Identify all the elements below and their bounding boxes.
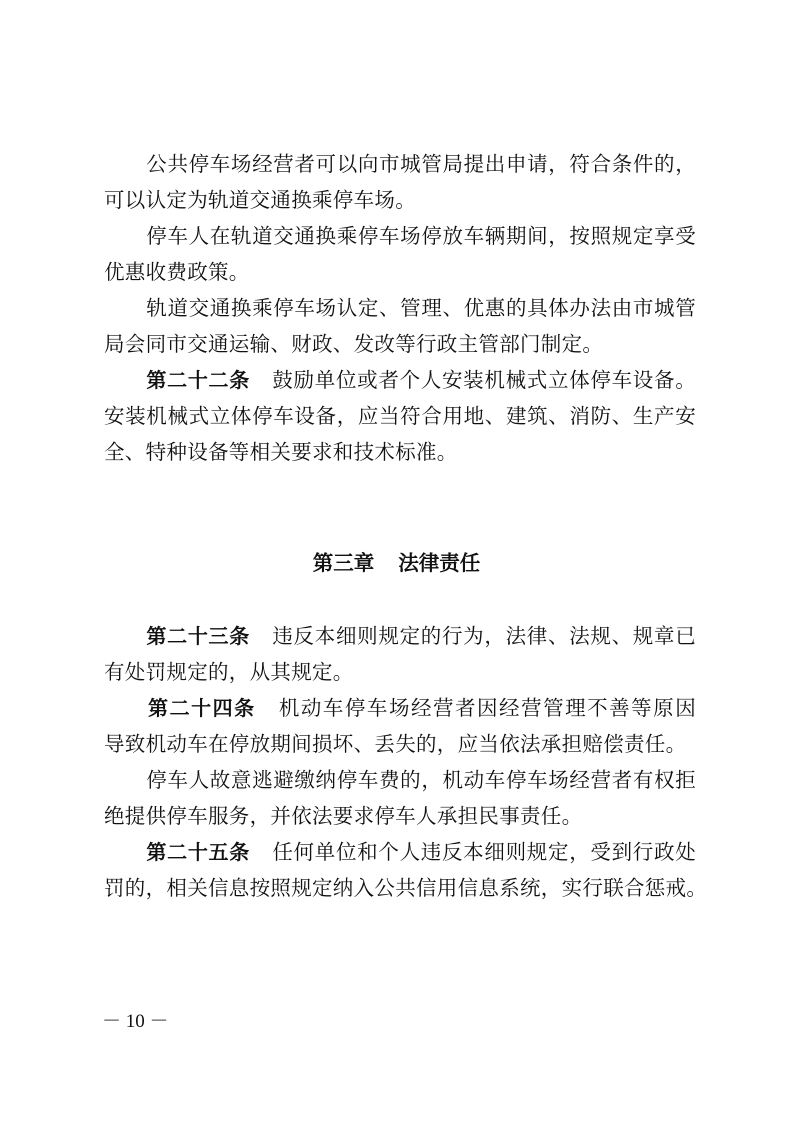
paragraph-line: 罚的，相关信息按照规定纳入公共信用信息系统，实行联合惩戒。 xyxy=(104,876,708,900)
paragraph-line: 停车人故意逃避缴纳停车费的，机动车停车场经营者有权拒 xyxy=(104,768,696,792)
paragraph-line: 可以认定为轨道交通换乘停车场。 xyxy=(104,188,416,212)
paragraph-line: 全、特种设备等相关要求和技术标准。 xyxy=(104,440,458,464)
paragraph-line: 安装机械式立体停车设备，应当符合用地、建筑、消防、生产安 xyxy=(104,404,696,428)
page-number: － 10 － xyxy=(102,1011,169,1032)
article-24-text: 机动车停车场经营者因经营管理不善等原因 xyxy=(277,696,696,720)
chapter-title: 法律责任 xyxy=(398,551,481,575)
body-section-1 xyxy=(104,146,696,470)
paragraph-line: 轨道交通换乘停车场认定、管理、优惠的具体办法由市城管 xyxy=(104,296,696,320)
article-22-label: 第二十二条 xyxy=(146,368,250,392)
paragraph-line: 优惠收费政策。 xyxy=(104,260,250,284)
article-23-label: 第二十三条 xyxy=(146,624,250,648)
article-22-text: 鼓励单位或者个人安装机械式立体停车设备。 xyxy=(271,368,697,392)
article-23-first-line xyxy=(104,618,696,654)
paragraph-line: 有处罚规定的，从其规定。 xyxy=(104,660,354,684)
article-25-label: 第二十五条 xyxy=(146,840,250,864)
article-22-first-line xyxy=(104,362,696,398)
paragraph-line: 局会同市交通运输、财政、发改等行政主管部门制定。 xyxy=(104,332,604,356)
article-25-first-line xyxy=(104,834,696,870)
chapter-heading xyxy=(0,545,793,581)
chapter-number: 第三章 xyxy=(312,551,375,575)
article-24-first-line xyxy=(104,690,696,726)
paragraph-line: 停车人在轨道交通换乘停车场停放车辆期间，按照规定享受 xyxy=(104,224,696,248)
paragraph-line: 公共停车场经营者可以向市城管局提出申请，符合条件的， xyxy=(104,152,696,176)
body-section-2 xyxy=(104,618,708,906)
article-25-text: 任何单位和个人违反本细则规定，受到行政处 xyxy=(271,840,697,864)
article-23-text: 违反本细则规定的行为，法律、法规、规章已 xyxy=(271,624,697,648)
paragraph-line: 导致机动车在停放期间损坏、丢失的，应当依法承担赔偿责任。 xyxy=(104,732,687,756)
article-24-label: 第二十四条 xyxy=(148,696,256,720)
paragraph-line: 绝提供停车服务，并依法要求停车人承担民事责任。 xyxy=(104,804,583,828)
